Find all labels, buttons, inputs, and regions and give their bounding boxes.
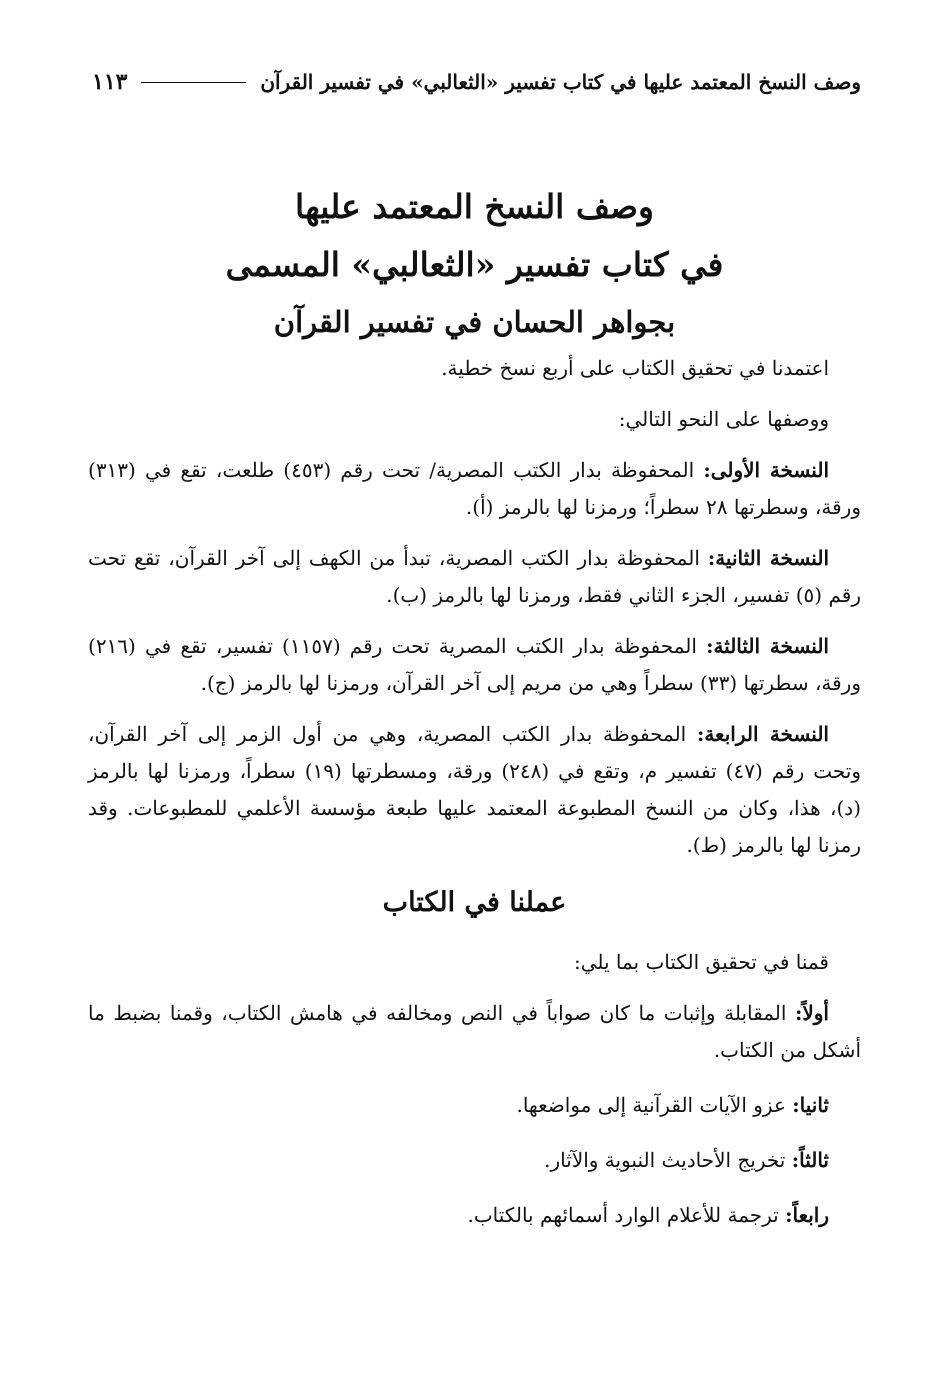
manuscript-4-label: النسخة الرابعة: [696,722,829,746]
work-item-2-text: عزو الآيات القرآنية إلى مواضعها. [516,1093,793,1117]
work-item-1 [88,995,861,1069]
running-header-title: وصف النسخ المعتمد عليها في كتاب تفسير «الثعالبي» في تفسير القرآن [260,70,861,94]
manuscript-3-label: النسخة الثالثة: [706,634,829,658]
work-intro: قمنا في تحقيق الكتاب بما يلي: [573,950,829,974]
work-item-2 [88,1087,861,1124]
work-item-4-label: رابعاً: [785,1203,829,1227]
manuscript-2-label: النسخة الثانية: [707,546,829,570]
work-item-3 [88,1142,861,1179]
body-text [88,350,861,1252]
section-heading-our-work: عملنا في الكتاب [382,887,567,918]
work-item-4-text: ترجمة للأعلام الوارد أسمائهم بالكتاب. [467,1203,786,1227]
manuscript-1 [88,452,861,526]
title-line-2: في كتاب تفسير «الثعالبي» المسمى [225,245,724,284]
intro-paragraph-2: ووصفها على النحو التالي: [618,407,829,431]
work-item-1-label: أولاً: [794,1001,829,1025]
page-number: ١١٣ [92,69,128,95]
manuscript-3 [88,628,861,702]
work-item-3-text: تخريج الأحاديث النبوية والآثار. [544,1148,792,1172]
manuscript-2-text: المحفوظة بدار الكتب المصرية، تبدأ من الكهف إلى آخر القرآن، تقع تحت رقم (٥) تفسير، الجزء الثاني فقط، ورمزنا لها بالرمز (ب). [88,546,861,607]
manuscript-4-text: المحفوظة بدار الكتب المصرية، وهي من أول الزمر إلى آخر القرآن، وتحت رقم (٤٧) تفسير م، وتقع في (٢٤٨) ورقة، ومسطرتها (١٩) سطراً، ورمزنا لها بالرمز (د)، هذا، وكان من النسخ المطبوعة المعتمد عليها طبعة مؤسسة الأعلمي للمطبوعات. وقد رمزنا لها بالرمز (ط). [88,722,861,857]
running-header-rule [141,82,246,83]
intro-paragraph-1: اعتمدنا في تحقيق الكتاب على أربع نسخ خطية. [441,356,829,380]
work-item-2-label: ثانيا: [792,1093,829,1117]
work-item-1-text: المقابلة وإثبات ما كان صواباً في النص ومخالفه في هامش الكتاب، وقمنا بضبط ما أشكل من الكتاب. [88,1001,861,1062]
title-line-1: وصف النسخ المعتمد عليها [295,187,654,226]
work-item-3-label: ثالثاً: [791,1148,829,1172]
manuscript-3-text: المحفوظة بدار الكتب المصرية تحت رقم (١١٥٧) تفسير، تقع في (٢١٦) ورقة، سطرتها (٣٣) سطراً وهي من مريم إلى آخر القرآن، ورمزنا لها بالرمز (ج). [88,634,861,695]
manuscript-2 [88,540,861,614]
running-header [92,62,861,102]
manuscript-1-label: النسخة الأولى: [703,458,829,482]
title-block [80,178,869,350]
work-item-4 [88,1197,861,1234]
manuscript-4 [88,716,861,864]
manuscript-1-text: المحفوظة بدار الكتب المصرية/ تحت رقم (٤٥٣) طلعت، تقع في (٣١٣) ورقة، وسطرتها ٢٨ سطراً؛ ورمزنا لها بالرمز (أ). [88,458,861,519]
title-line-3: بجواهر الحسان في تفسير القرآن [273,305,676,339]
